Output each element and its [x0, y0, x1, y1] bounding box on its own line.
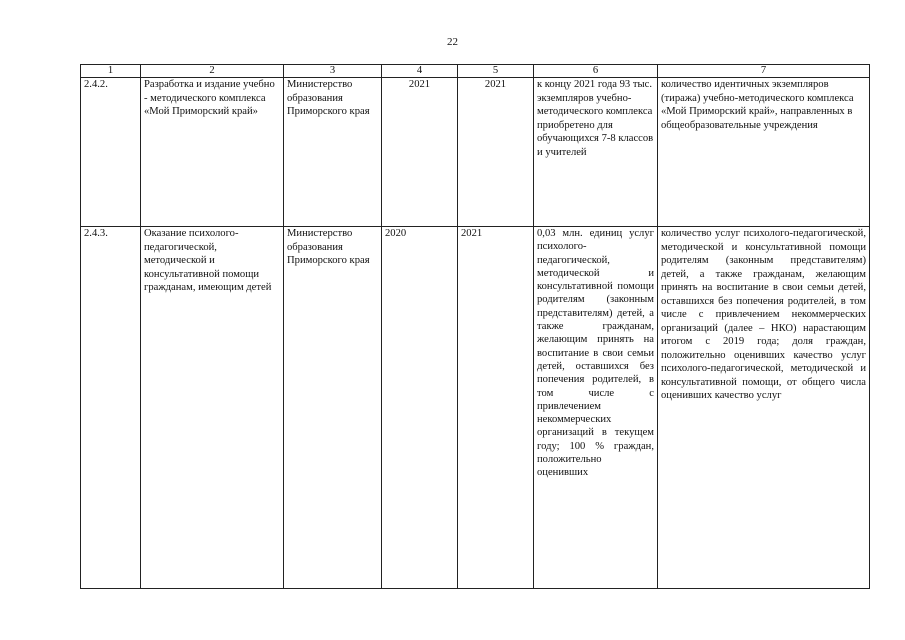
column-header: 3 — [284, 65, 382, 78]
column-header: 2 — [141, 65, 284, 78]
expected-result: к концу 2021 года 93 тыс. экземпляров учебно-методического комплекса приобретено для обучающихся 7-8 классов и учителей — [534, 78, 658, 227]
expected-result: 0,03 млн. единиц услуг психолого-педагогической, методической и консультативной помощи родителям (законным представителям) детей, а также гражданам, желающим принять на воспитание в свои семьи детей, оставшихся без попечения родителей, в том числе с привлечением некоммерческих организаций в текущем году; 100 % граждан, положительно оценивших — [534, 227, 658, 589]
start-year: 2021 — [382, 78, 458, 227]
plan-table — [80, 64, 870, 589]
indicator: количество идентичных экземпляров (тиража) учебно-методического комплекса «Мой Приморский край», направленных в общеобразовательные учреждения — [658, 78, 870, 227]
executor: Министерство образования Приморского края — [284, 78, 382, 227]
column-header: 4 — [382, 65, 458, 78]
activity-name: Оказание психолого-педагогической, методической и консультативной помощи гражданам, имеющим детей — [141, 227, 284, 589]
indicator: количество услуг психолого-педагогической, методической и консультативной помощи родителям (законным представителям) детей, а также гражданам, желающим принять на воспитание в свои семьи детей, оставшихся без попечения родителей, в том числе с привлечением некоммерческих организаций (далее – НКО) нарастающим итогом с 2019 года; доля граждан, положительно оценивших качество услуг психолого-педагогической, методической и консультативной помощи, от общего числа оценивших качество услуг — [658, 227, 870, 589]
table-header-row — [81, 65, 870, 78]
column-header: 1 — [81, 65, 141, 78]
item-number: 2.4.3. — [81, 227, 141, 589]
page-number: 22 — [447, 36, 458, 48]
column-header: 7 — [658, 65, 870, 78]
activity-name: Разработка и издание учебно - методического комплекса «Мой Приморский край» — [141, 78, 284, 227]
end-year: 2021 — [458, 78, 534, 227]
start-year: 2020 — [382, 227, 458, 589]
table-row — [81, 227, 870, 589]
end-year: 2021 — [458, 227, 534, 589]
item-number: 2.4.2. — [81, 78, 141, 227]
column-header: 6 — [534, 65, 658, 78]
column-header: 5 — [458, 65, 534, 78]
table-row — [81, 78, 870, 227]
executor: Министерство образования Приморского края — [284, 227, 382, 589]
